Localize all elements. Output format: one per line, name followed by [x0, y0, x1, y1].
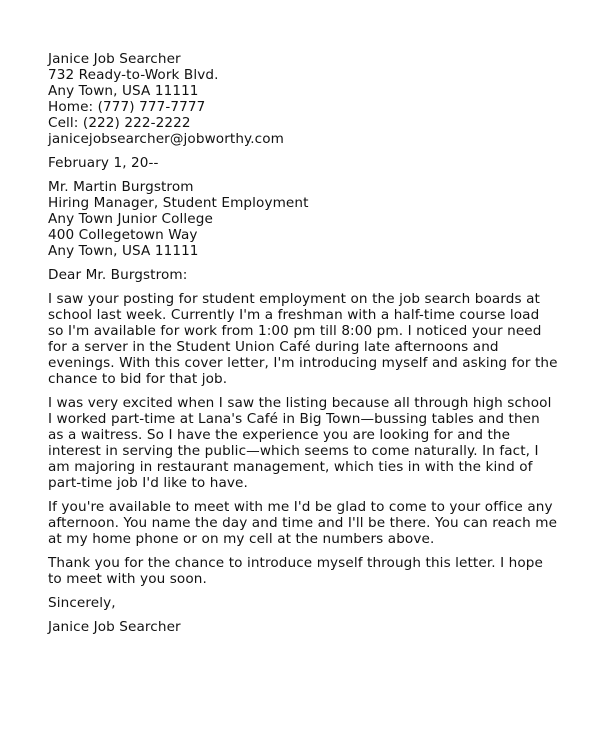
- paragraph-line: part-time job I'd like to have.: [48, 475, 248, 491]
- body-paragraph-1: [48, 291, 596, 387]
- salutation: Dear Mr. Burgstrom:: [48, 267, 188, 283]
- sender-cell-phone: Cell: (222) 222-2222: [48, 115, 191, 131]
- closing-block: [48, 595, 596, 611]
- paragraph-line: Thank you for the chance to introduce myself through this letter. I hope: [48, 555, 543, 571]
- paragraph-line: at my home phone or on my cell at the numbers above.: [48, 531, 435, 547]
- paragraph-line: I saw your posting for student employment on the job search boards at: [48, 291, 540, 307]
- letter-date: February 1, 20--: [48, 155, 159, 171]
- sender-email: janicejobsearcher@jobworthy.com: [48, 131, 285, 147]
- paragraph-line: for a server in the Student Union Café during late afternoons and: [48, 339, 499, 355]
- paragraph-line: am majoring in restaurant management, which ties in with the kind of: [48, 459, 533, 475]
- sender-address-block: [48, 51, 596, 147]
- paragraph-line: so I'm available for work from 1:00 pm till 8:00 pm. I noticed your need: [48, 323, 542, 339]
- cover-letter: [48, 51, 596, 635]
- body-paragraph-3: [48, 499, 596, 547]
- paragraph-line: interest in serving the public—which seems to come naturally. In fact, I: [48, 443, 539, 459]
- date-line: [48, 155, 596, 171]
- paragraph-line: afternoon. You name the day and time and I'll be there. You can reach me: [48, 515, 558, 531]
- salutation-block: [48, 267, 596, 283]
- recipient-title: Hiring Manager, Student Employment: [48, 195, 309, 211]
- paragraph-line: I was very excited when I saw the listing because all through high school: [48, 395, 552, 411]
- paragraph-line: If you're available to meet with me I'd be glad to come to your office any: [48, 499, 553, 515]
- recipient-address-block: [48, 179, 596, 259]
- sender-street: 732 Ready-to-Work Blvd.: [48, 67, 219, 83]
- recipient-organization: Any Town Junior College: [48, 211, 213, 227]
- paragraph-line: as a waitress. So I have the experience you are looking for and the: [48, 427, 511, 443]
- recipient-street: 400 Collegetown Way: [48, 227, 198, 243]
- sender-name: Janice Job Searcher: [48, 51, 181, 67]
- recipient-city: Any Town, USA 11111: [48, 243, 199, 259]
- recipient-name: Mr. Martin Burgstrom: [48, 179, 194, 195]
- closing: Sincerely,: [48, 595, 116, 611]
- signature-name: Janice Job Searcher: [48, 619, 181, 635]
- sender-home-phone: Home: (777) 777-7777: [48, 99, 206, 115]
- body-paragraph-2: [48, 395, 596, 491]
- signature-block: [48, 619, 596, 635]
- paragraph-line: evenings. With this cover letter, I'm introducing myself and asking for the: [48, 355, 558, 371]
- paragraph-line: chance to bid for that job.: [48, 371, 228, 387]
- paragraph-line: to meet with you soon.: [48, 571, 207, 587]
- paragraph-line: I worked part-time at Lana's Café in Big Town—bussing tables and then: [48, 411, 540, 427]
- paragraph-line: school last week. Currently I'm a freshman with a half-time course load: [48, 307, 540, 323]
- body-paragraph-4: [48, 555, 596, 587]
- sender-city: Any Town, USA 11111: [48, 83, 199, 99]
